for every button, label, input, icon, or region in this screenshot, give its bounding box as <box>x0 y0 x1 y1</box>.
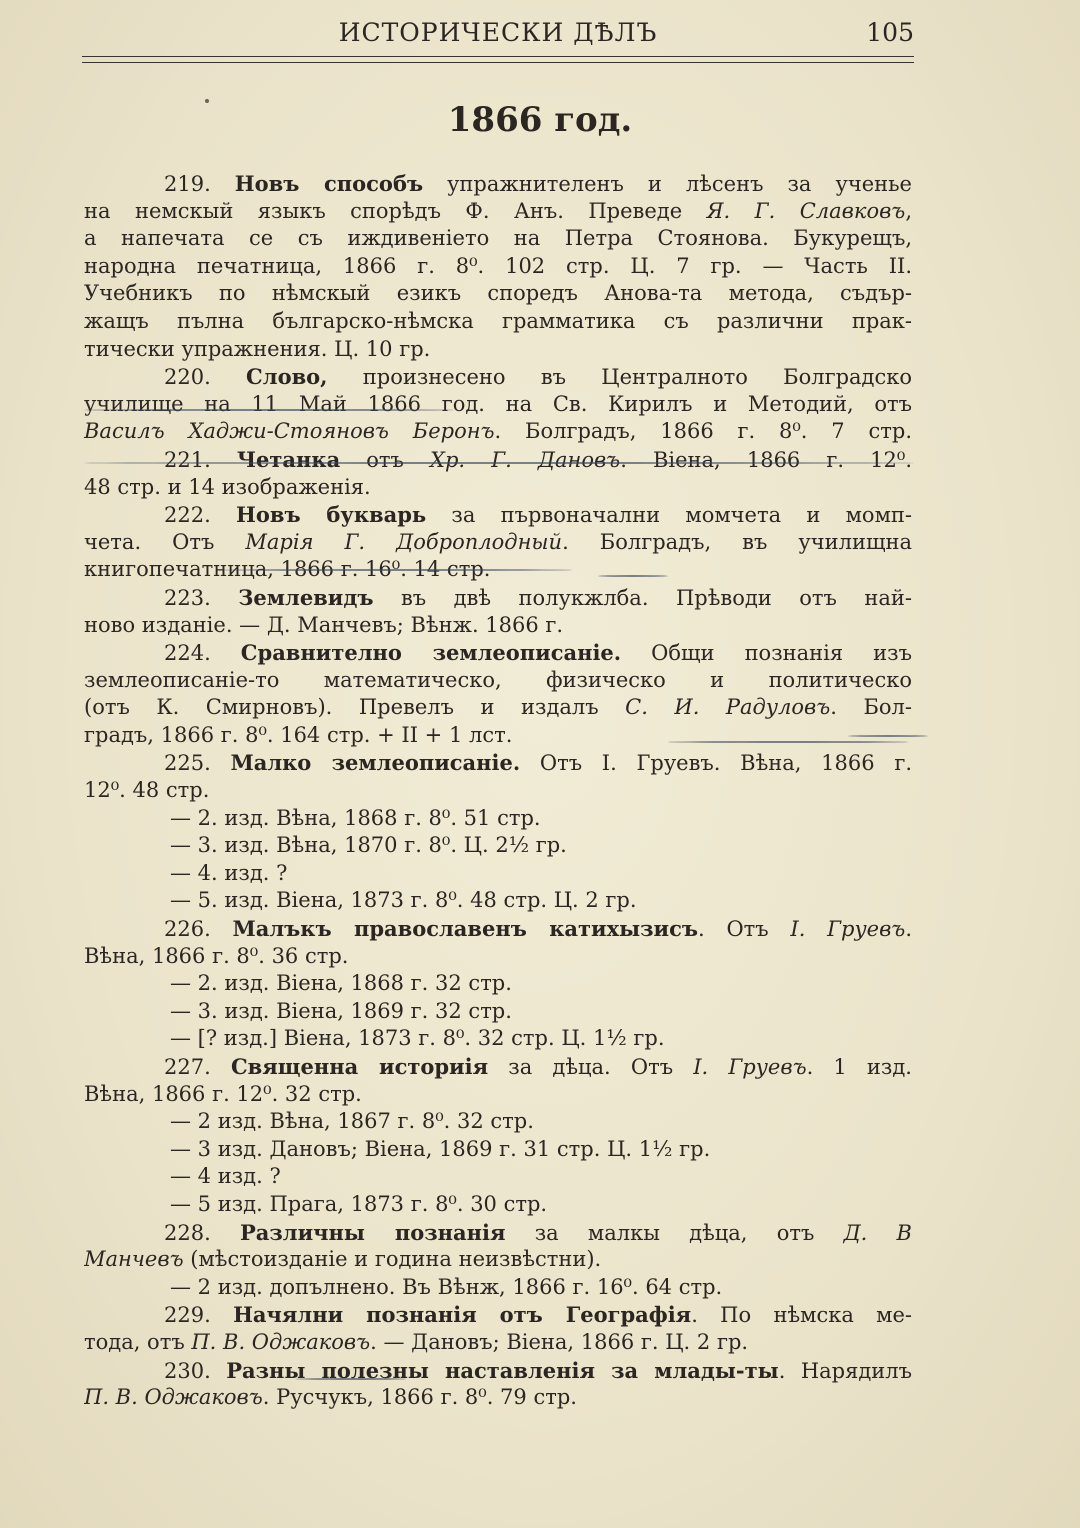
text-line <box>84 639 912 667</box>
text-run: . <box>905 917 912 942</box>
text-run: — 2 изд. Вѣна, 1867 г. 8⁰. 32 стр. <box>170 1109 534 1134</box>
text-run: — 3. изд. Віена, 1869 г. 32 стр. <box>170 998 512 1023</box>
text-line <box>84 612 912 640</box>
text-run: — 3 изд. Дановъ; Віена, 1869 г. 31 стр. Ц. 1½ гр. <box>170 1136 711 1161</box>
pencil-underline <box>668 741 908 743</box>
text-run: отъ <box>340 447 431 472</box>
pencil-underline <box>848 735 928 737</box>
text-run: 224. <box>164 641 241 666</box>
text-run: . Віена, 1866 г. 12⁰. <box>620 447 912 472</box>
text-line <box>84 970 912 998</box>
header-rule <box>82 56 914 63</box>
text-run: тода, отъ <box>84 1329 192 1354</box>
text-run: 225. <box>164 751 231 776</box>
bibliography-body <box>84 170 912 1412</box>
text-run: Учебникъ по нѣмскый езикъ споредъ Анова-та метода, съдър- <box>84 281 912 306</box>
text-run: землеописаніе-то математическо, физическо и политическо <box>84 667 912 692</box>
text-run: — [? изд.] Віена, 1873 г. 8⁰. 32 стр. Ц. 1½ гр. <box>170 1026 665 1051</box>
text-run: — 2. изд. Вѣна, 1868 г. 8⁰. 51 стр. <box>170 805 541 830</box>
text-run: въ двѣ полукжлба. Прѣводи отъ най- <box>373 585 912 610</box>
text-run: произнесено въ Централното Болградско <box>327 365 912 390</box>
text-run: . 1 изд. <box>806 1055 912 1079</box>
text-run: — 5. изд. Віена, 1873 г. 8⁰. 48 стр. Ц. 2 гр. <box>170 888 637 913</box>
text-line <box>84 418 912 446</box>
text-line <box>84 391 912 419</box>
text-line <box>84 694 912 722</box>
text-run: Вѣна, 1866 г. 12⁰. 32 стр. <box>84 1081 362 1106</box>
text-line <box>84 363 912 391</box>
text-run: 220. <box>164 365 247 390</box>
author-name: Марія Г. Доброплодный <box>245 529 563 554</box>
text-line <box>84 1136 912 1164</box>
text-run: 221. <box>164 447 237 472</box>
text-run: 227. <box>164 1055 231 1079</box>
text-run: за първоначални момчета и момп- <box>426 503 912 528</box>
author-name: I. Груевъ <box>790 917 906 942</box>
text-line <box>84 832 912 860</box>
text-run: . Болградъ, 1866 г. 8⁰. 7 стр. <box>494 419 912 444</box>
text-run: 230. <box>164 1358 227 1383</box>
text-line <box>84 1081 912 1109</box>
entry-title: Малъкъ православенъ катихызисъ <box>232 916 699 942</box>
text-run: . Бол- <box>830 695 912 720</box>
text-run: 48 стр. и 14 изображенія. <box>84 474 371 499</box>
text-run: — 2 изд. допълнено. Въ Вѣнж, 1866 г. 16⁰. 64 стр. <box>170 1274 723 1299</box>
text-run: . Русчукъ, 1866 г. 8⁰. 79 стр. <box>262 1385 577 1410</box>
text-line <box>84 280 912 308</box>
text-run: — 4 изд. ? <box>170 1164 281 1189</box>
text-run: а напечата се съ иждивеніето на Петра Стоянова. Букурещъ, <box>84 226 912 251</box>
text-line <box>84 887 912 915</box>
entry-title: Начялни познанія отъ Географія <box>233 1302 692 1328</box>
text-line <box>84 1384 912 1412</box>
pencil-underline <box>598 575 668 577</box>
text-line <box>84 1191 912 1219</box>
text-line <box>84 446 912 474</box>
text-line <box>84 1108 912 1136</box>
text-line <box>84 170 912 198</box>
pencil-underline <box>296 1378 406 1380</box>
author-name: П. В. Оджаковъ <box>84 1385 263 1410</box>
text-run: . Нарядилъ <box>778 1358 912 1383</box>
author-name: С. И. Радуловъ <box>625 695 831 720</box>
pencil-underline <box>222 569 572 571</box>
text-line <box>84 308 912 336</box>
text-run: . Болградъ, въ училищна <box>562 529 912 554</box>
text-run: народна печатница, 1866 г. 8⁰. 102 стр. Ц. 7 гр. — Часть II. <box>84 253 912 278</box>
entry-title: Новъ способъ <box>234 171 424 196</box>
running-head <box>82 18 914 52</box>
text-run: 226. <box>164 917 233 942</box>
text-line <box>84 915 912 943</box>
text-run: . По нѣмска ме- <box>691 1303 912 1328</box>
text-run: — 3. изд. Вѣна, 1870 г. 8⁰. Ц. 2½ гр. <box>170 833 567 858</box>
text-run: градъ, 1866 г. 8⁰. 164 стр. + II + 1 лст. <box>84 722 513 747</box>
entry-title: Сравнително землеописаніе. <box>240 640 622 666</box>
text-run: чета. Отъ <box>84 529 246 554</box>
text-run: за малкы дѣца, отъ <box>505 1220 844 1245</box>
text-line <box>84 998 912 1026</box>
text-line <box>84 1329 912 1357</box>
text-run: 222. <box>164 503 236 528</box>
entry-title: Новъ букварь <box>236 502 427 528</box>
text-line <box>84 1357 912 1385</box>
entry-title: Малко землеописаніе. <box>230 750 521 776</box>
text-line <box>84 225 912 253</box>
text-run: — 5 изд. Прага, 1873 г. 8⁰. 30 стр. <box>170 1191 548 1216</box>
text-run: 12⁰. 48 стр. <box>84 778 210 803</box>
text-run: тически упражнения. Ц. 10 гр. <box>84 336 431 361</box>
text-line <box>84 501 912 529</box>
text-line <box>84 722 912 750</box>
text-run: упражнителенъ и лѣсенъ за ученье <box>423 172 912 196</box>
entry-title: Священна историія <box>230 1054 489 1079</box>
text-run: 219. <box>164 172 235 196</box>
text-line <box>84 1301 912 1329</box>
pencil-underline <box>84 462 914 464</box>
text-run: жащъ пълна българско-нѣмска грамматика съ различни прак- <box>84 308 912 333</box>
pencil-underline <box>84 409 454 411</box>
author-name: Манчевъ <box>84 1247 184 1272</box>
author-name: Василъ Хаджи-Стояновъ Беронъ <box>84 419 495 444</box>
author-name: П. В. Оджаковъ <box>191 1329 371 1354</box>
author-name: Хр. Г. Дановъ <box>430 447 621 472</box>
text-run: ново изданіе. — Д. Манчевъ; Вѣнж. 1866 г. <box>84 612 564 637</box>
text-run: , <box>905 198 912 223</box>
text-run: (отъ К. Смирновъ). Превелъ и издалъ <box>84 695 626 720</box>
text-run: — 4. изд. ? <box>170 860 288 885</box>
text-run: 229. <box>164 1303 234 1328</box>
text-run: 223. <box>164 585 239 610</box>
text-line <box>84 749 912 777</box>
entry-title: Землевидъ <box>238 584 374 610</box>
text-line <box>84 253 912 281</box>
running-title: ИСТОРИЧЕСКИ ДѢЛЪ <box>338 18 658 47</box>
text-line <box>84 943 912 971</box>
text-run: . Отъ <box>698 917 791 942</box>
text-run: училище на 11 Май 1866 год. на Св. Кирилъ и Методий, отъ <box>84 391 912 416</box>
text-run: за дѣца. Отъ <box>488 1055 694 1079</box>
text-run: . — Дановъ; Віена, 1866 г. Ц. 2 гр. <box>370 1329 749 1354</box>
text-line <box>84 1163 912 1191</box>
text-line <box>84 777 912 805</box>
text-line <box>84 1053 912 1081</box>
text-line <box>84 474 912 502</box>
entry-title: Четанка <box>236 446 341 472</box>
page-number: 105 <box>866 18 914 47</box>
text-line <box>84 667 912 695</box>
text-line <box>84 1246 912 1274</box>
text-run: книгопечатница, 1866 г. 16⁰. 14 стр. <box>84 557 491 582</box>
text-run: Вѣна, 1866 г. 8⁰. 36 стр. <box>84 943 349 968</box>
text-line <box>84 584 912 612</box>
text-run: 228. <box>164 1220 240 1245</box>
text-run: на немскый языкъ спорѣдъ Ф. Анъ. Преведе <box>84 198 707 223</box>
author-name: Д. В <box>843 1220 912 1245</box>
text-line <box>84 1025 912 1053</box>
text-line <box>84 805 912 833</box>
text-run: (мѣстоизданіе и година неизвѣстни). <box>183 1247 602 1272</box>
text-run: — 2. изд. Віена, 1868 г. 32 стр. <box>170 971 512 996</box>
text-run: Общи познанія изъ <box>621 641 912 666</box>
section-heading: 1866 год. <box>447 100 633 140</box>
text-run: Отъ I. Груевъ. Вѣна, 1866 г. <box>520 751 912 776</box>
text-line <box>84 1274 912 1302</box>
text-line <box>84 860 912 888</box>
author-name: I. Груевъ <box>693 1055 807 1079</box>
entry-title: Слово, <box>246 364 328 390</box>
text-line <box>84 198 912 226</box>
text-line <box>84 336 912 364</box>
text-line <box>84 1219 912 1247</box>
author-name: Я. Г. Славковъ <box>706 198 906 223</box>
entry-title: Разны полезны наставленія за млады-ты <box>226 1357 779 1383</box>
text-line <box>84 529 912 557</box>
entry-title: Различны познанія <box>240 1219 506 1245</box>
